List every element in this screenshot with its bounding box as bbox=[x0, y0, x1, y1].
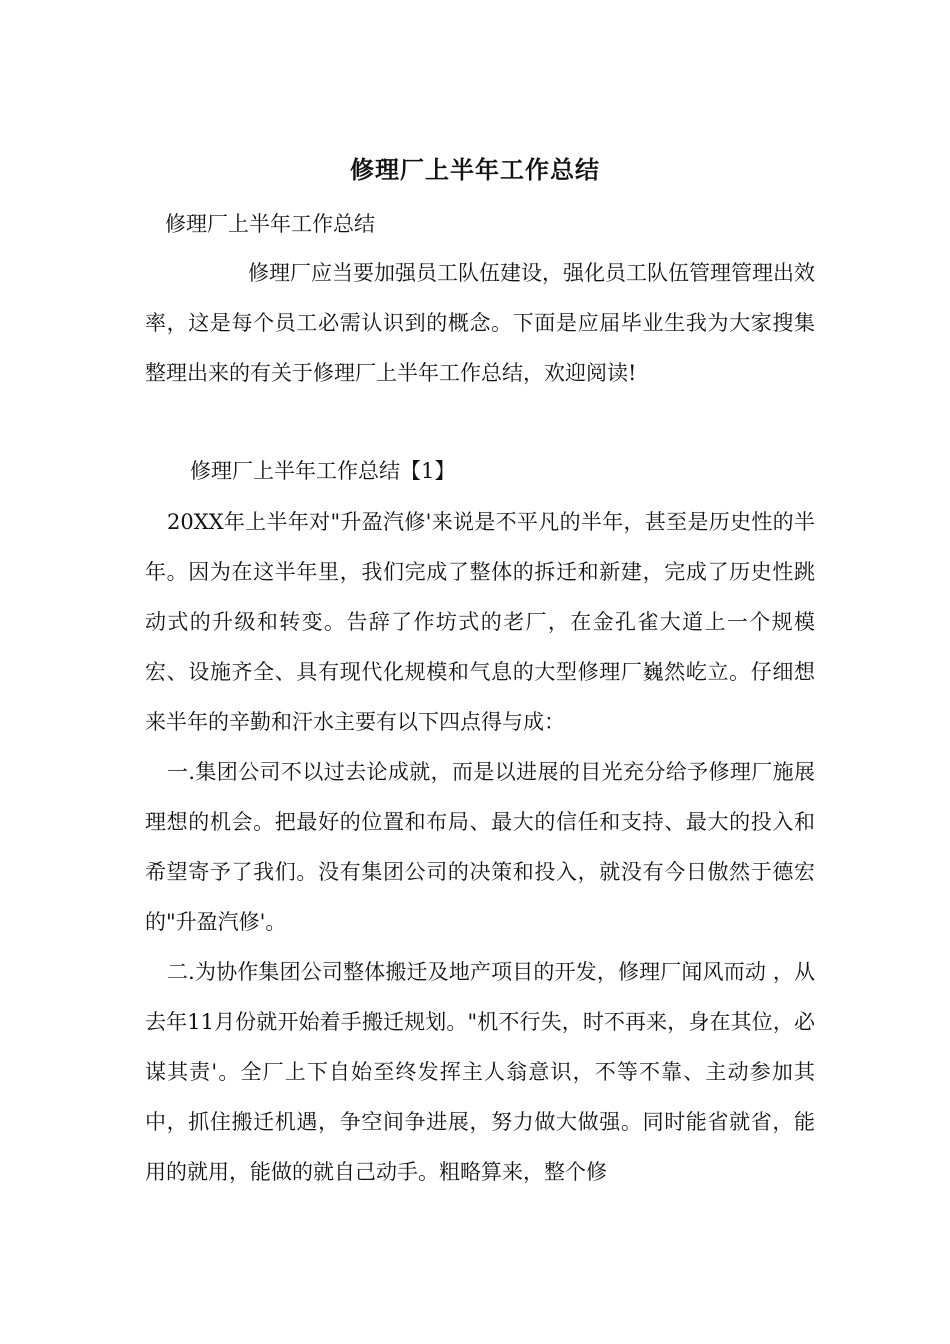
document-subtitle: 修理厂上半年工作总结 bbox=[165, 212, 375, 236]
body-paragraph-3: 二.为协作集团公司整体搬迁及地产项目的开发，修理厂闻风而动 ，从去年11月份就开始着手搬迁规划。"机不行失，时不再来，身在其位，必谋其责'。全厂上下自始至终发挥主人翁意识，不等不靠、主动参加其中，抓住搬迁机遇，争空间争进展，努力做大做强。同时能省就省，能用的就用，能做的就自己动手。粗略算来，整个修 bbox=[145, 960, 815, 1184]
body-paragraph-2: 一.集团公司不以过去论成就，而是以进展的目光充分给予修理厂施展理想的机会。把最好的位置和布局、最大的信任和支持、最大的投入和希望寄予了我们。没有集团公司的决策和投入，就没有今日傲然于德宏的"升盈汽修'。 bbox=[145, 760, 815, 934]
intro-paragraph: 修理厂应当要加强员工队伍建设，强化员工队伍管理管理出效率，这是每个员工必需认识到的概念。下面是应届毕业生我为大家搜集整理出来的有关于修理厂上半年工作总结，欢迎阅读! bbox=[145, 261, 815, 385]
body-paragraph-1: 20XX年上半年对"升盈汽修'来说是不平凡的半年，甚至是历史性的半年。因为在这半年里，我们完成了整体的拆迁和新建，完成了历史性跳动式的升级和转变。告辞了作坊式的老厂，在金孔雀大道上一个规模宏、设施齐全、具有现代化规模和气息的大型修理厂巍然屹立。仔细想来半年的辛勤和汗水主要有以下四点得与成： bbox=[145, 510, 815, 734]
document-title: 修理厂上半年工作总结 bbox=[350, 155, 600, 184]
section-heading: 修理厂上半年工作总结【1】 bbox=[190, 459, 456, 483]
